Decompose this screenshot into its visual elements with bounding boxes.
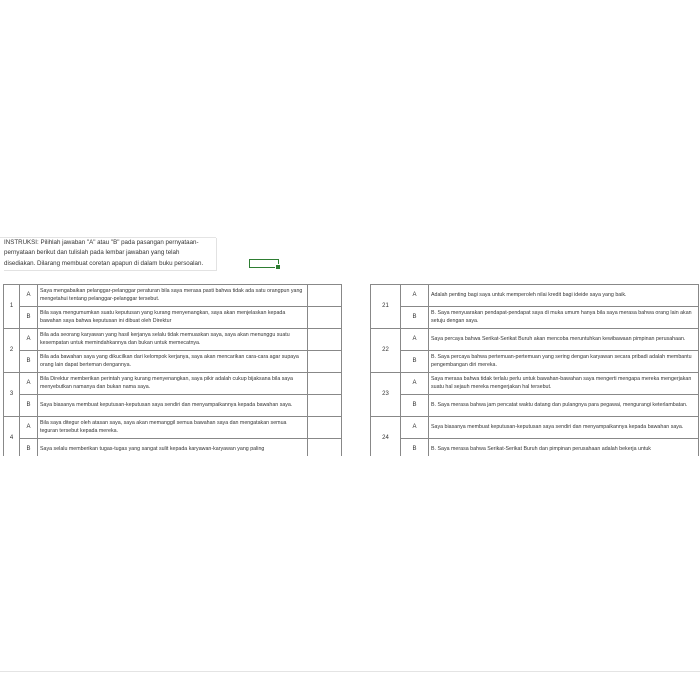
option-a-label[interactable]: A (20, 417, 38, 439)
option-a-label[interactable]: A (401, 329, 429, 351)
table-row (4, 307, 342, 329)
statement-a[interactable]: Bila Direktur memberikan perintah yang kurang menyenangkan, saya pikir adalah cukup bijaksana bila saya menyebutkan namanya dan bukan nama saya. (38, 373, 308, 395)
statement-a[interactable]: Saya merasa bahwa tidak terlalu perlu untuk bawahan-bawahan saya mengerti mengapa mereka mengerjakan suatu hal sejauh mereka mengerjakan hal tersebut. (429, 373, 699, 395)
fill-handle[interactable] (275, 264, 281, 270)
table-row (4, 373, 342, 395)
blank-cell[interactable] (308, 351, 342, 373)
option-b-label[interactable]: B (20, 351, 38, 373)
option-b-label[interactable]: B (20, 307, 38, 329)
statement-b[interactable]: Bila saya mengumumkan suatu keputusan yang kurang menyenangkan, saya akan menjelaskan kepada bawahan saya bahwa keputusan ini dibuat oleh Direktur (38, 307, 308, 329)
table-row (371, 395, 699, 417)
gridline (0, 671, 700, 672)
instructions-line-2: pernyataan berikut dan tulislah pada lembar jawaban yang telah (4, 249, 180, 257)
table-row (371, 307, 699, 329)
right-question-table (370, 284, 699, 456)
question-number: 3 (4, 373, 20, 417)
table-row (371, 439, 699, 457)
option-a-label[interactable]: A (401, 417, 429, 439)
statement-a[interactable]: Bila saya ditegur oleh atasan saya, saya akan memanggil semua bawahan saya dan mengatakan semua teguran tersebut kepada mereka. (38, 417, 308, 439)
blank-cell[interactable] (308, 285, 342, 307)
statement-b[interactable]: B. Saya merasa bahwa Serikat-Serikat Buruh dan pimpinan perusahaan adalah bekerja untuk (429, 439, 699, 457)
table-row (4, 395, 342, 417)
option-b-label[interactable]: B (401, 307, 429, 329)
question-number: 2 (4, 329, 20, 373)
option-a-label[interactable]: A (401, 285, 429, 307)
question-number: 23 (371, 373, 401, 417)
option-b-label[interactable]: B (401, 395, 429, 417)
blank-cell[interactable] (308, 439, 342, 457)
table-row (4, 329, 342, 351)
table-row (4, 351, 342, 373)
blank-cell[interactable] (308, 373, 342, 395)
table-row (4, 439, 342, 457)
option-b-label[interactable]: B (20, 439, 38, 457)
question-number: 22 (371, 329, 401, 373)
statement-a[interactable]: Saya percaya bahwa Serikat-Serikat Buruh akan mencoba meruntuhkan kewibawaan pimpinan perusahaan. (429, 329, 699, 351)
option-a-label[interactable]: A (20, 373, 38, 395)
question-number: 4 (4, 417, 20, 457)
blank-cell[interactable] (308, 329, 342, 351)
question-number: 24 (371, 417, 401, 457)
selected-cell[interactable] (249, 259, 279, 268)
statement-b[interactable]: Saya selalu memberikan tugas-tugas yang sangat sulit kepada karyawan-karyawan yang paling (38, 439, 308, 457)
statement-a[interactable]: Bila ada seorang karyawan yang hasil kerjanya selalu tidak memuaskan saya, saya akan menunggu suatu kesempatan untuk memindahkannya dan bukan untuk memecatnya. (38, 329, 308, 351)
statement-a[interactable]: Adalah penting bagi saya untuk memperoleh nilai kredit bagi ideide saya yang baik. (429, 285, 699, 307)
statement-b[interactable]: B. Saya percaya bahwa pertemuan-pertemuan yang sering dengan karyawan secara pribadi adalah membantu pengembangan diri mereka. (429, 351, 699, 373)
table-row (4, 417, 342, 439)
table-row (371, 351, 699, 373)
statement-a[interactable]: Saya mengabaikan pelanggar-pelanggar peraturan bila saya merasa pasti bahwa tidak ada satu orangpun yang mengetahui tentang pelanggar-pelanggar tersebut. (38, 285, 308, 307)
table-row (4, 285, 342, 307)
statement-b[interactable]: B. Saya menyuarakan pendapat-pendapat saya di muka umum hanya bila saya merasa bahwa orang lain akan setuju dengan saya. (429, 307, 699, 329)
statement-b[interactable]: Saya biasanya membuat keputusan-keputusan saya sendiri dan menyampaikannya kepada bawahan saya. (38, 395, 308, 417)
question-tables (0, 284, 700, 456)
option-a-label[interactable]: A (401, 373, 429, 395)
table-row (371, 329, 699, 351)
table-row (371, 285, 699, 307)
question-number: 1 (4, 285, 20, 329)
option-a-label[interactable]: A (20, 329, 38, 351)
question-number: 21 (371, 285, 401, 329)
instructions-line-1: INSTRUKSI: Pilihlah jawaban "A" atau "B" pada pasangan pernyataan- (4, 239, 199, 246)
option-b-label[interactable]: B (401, 439, 429, 457)
instructions-line-3: disediakan. Dilarang membuat coretan apapun di dalam buku persoalan. (4, 259, 204, 267)
option-b-label[interactable]: B (401, 351, 429, 373)
blank-cell[interactable] (308, 307, 342, 329)
instructions-cell[interactable] (4, 238, 217, 271)
table-row (371, 373, 699, 395)
blank-cell[interactable] (308, 395, 342, 417)
left-question-table (3, 284, 342, 456)
statement-b[interactable]: Bila ada bawahan saya yang dikucilkan dari kelompok kerjanya, saya akan mencarikan cara-cara agar supaya orang lain dapat berteman dengannya. (38, 351, 308, 373)
blank-cell[interactable] (308, 417, 342, 439)
option-a-label[interactable]: A (20, 285, 38, 307)
statement-b[interactable]: B. Saya merasa bahwa jam pencatat waktu datang dan pulangnya para pegawai, mengurangi keterlambatan. (429, 395, 699, 417)
option-b-label[interactable]: B (20, 395, 38, 417)
table-row (371, 417, 699, 439)
statement-a[interactable]: Saya biasanya membuat keputusan-keputusan saya sendiri dan menyampaikannya kepada bawahan saya. (429, 417, 699, 439)
